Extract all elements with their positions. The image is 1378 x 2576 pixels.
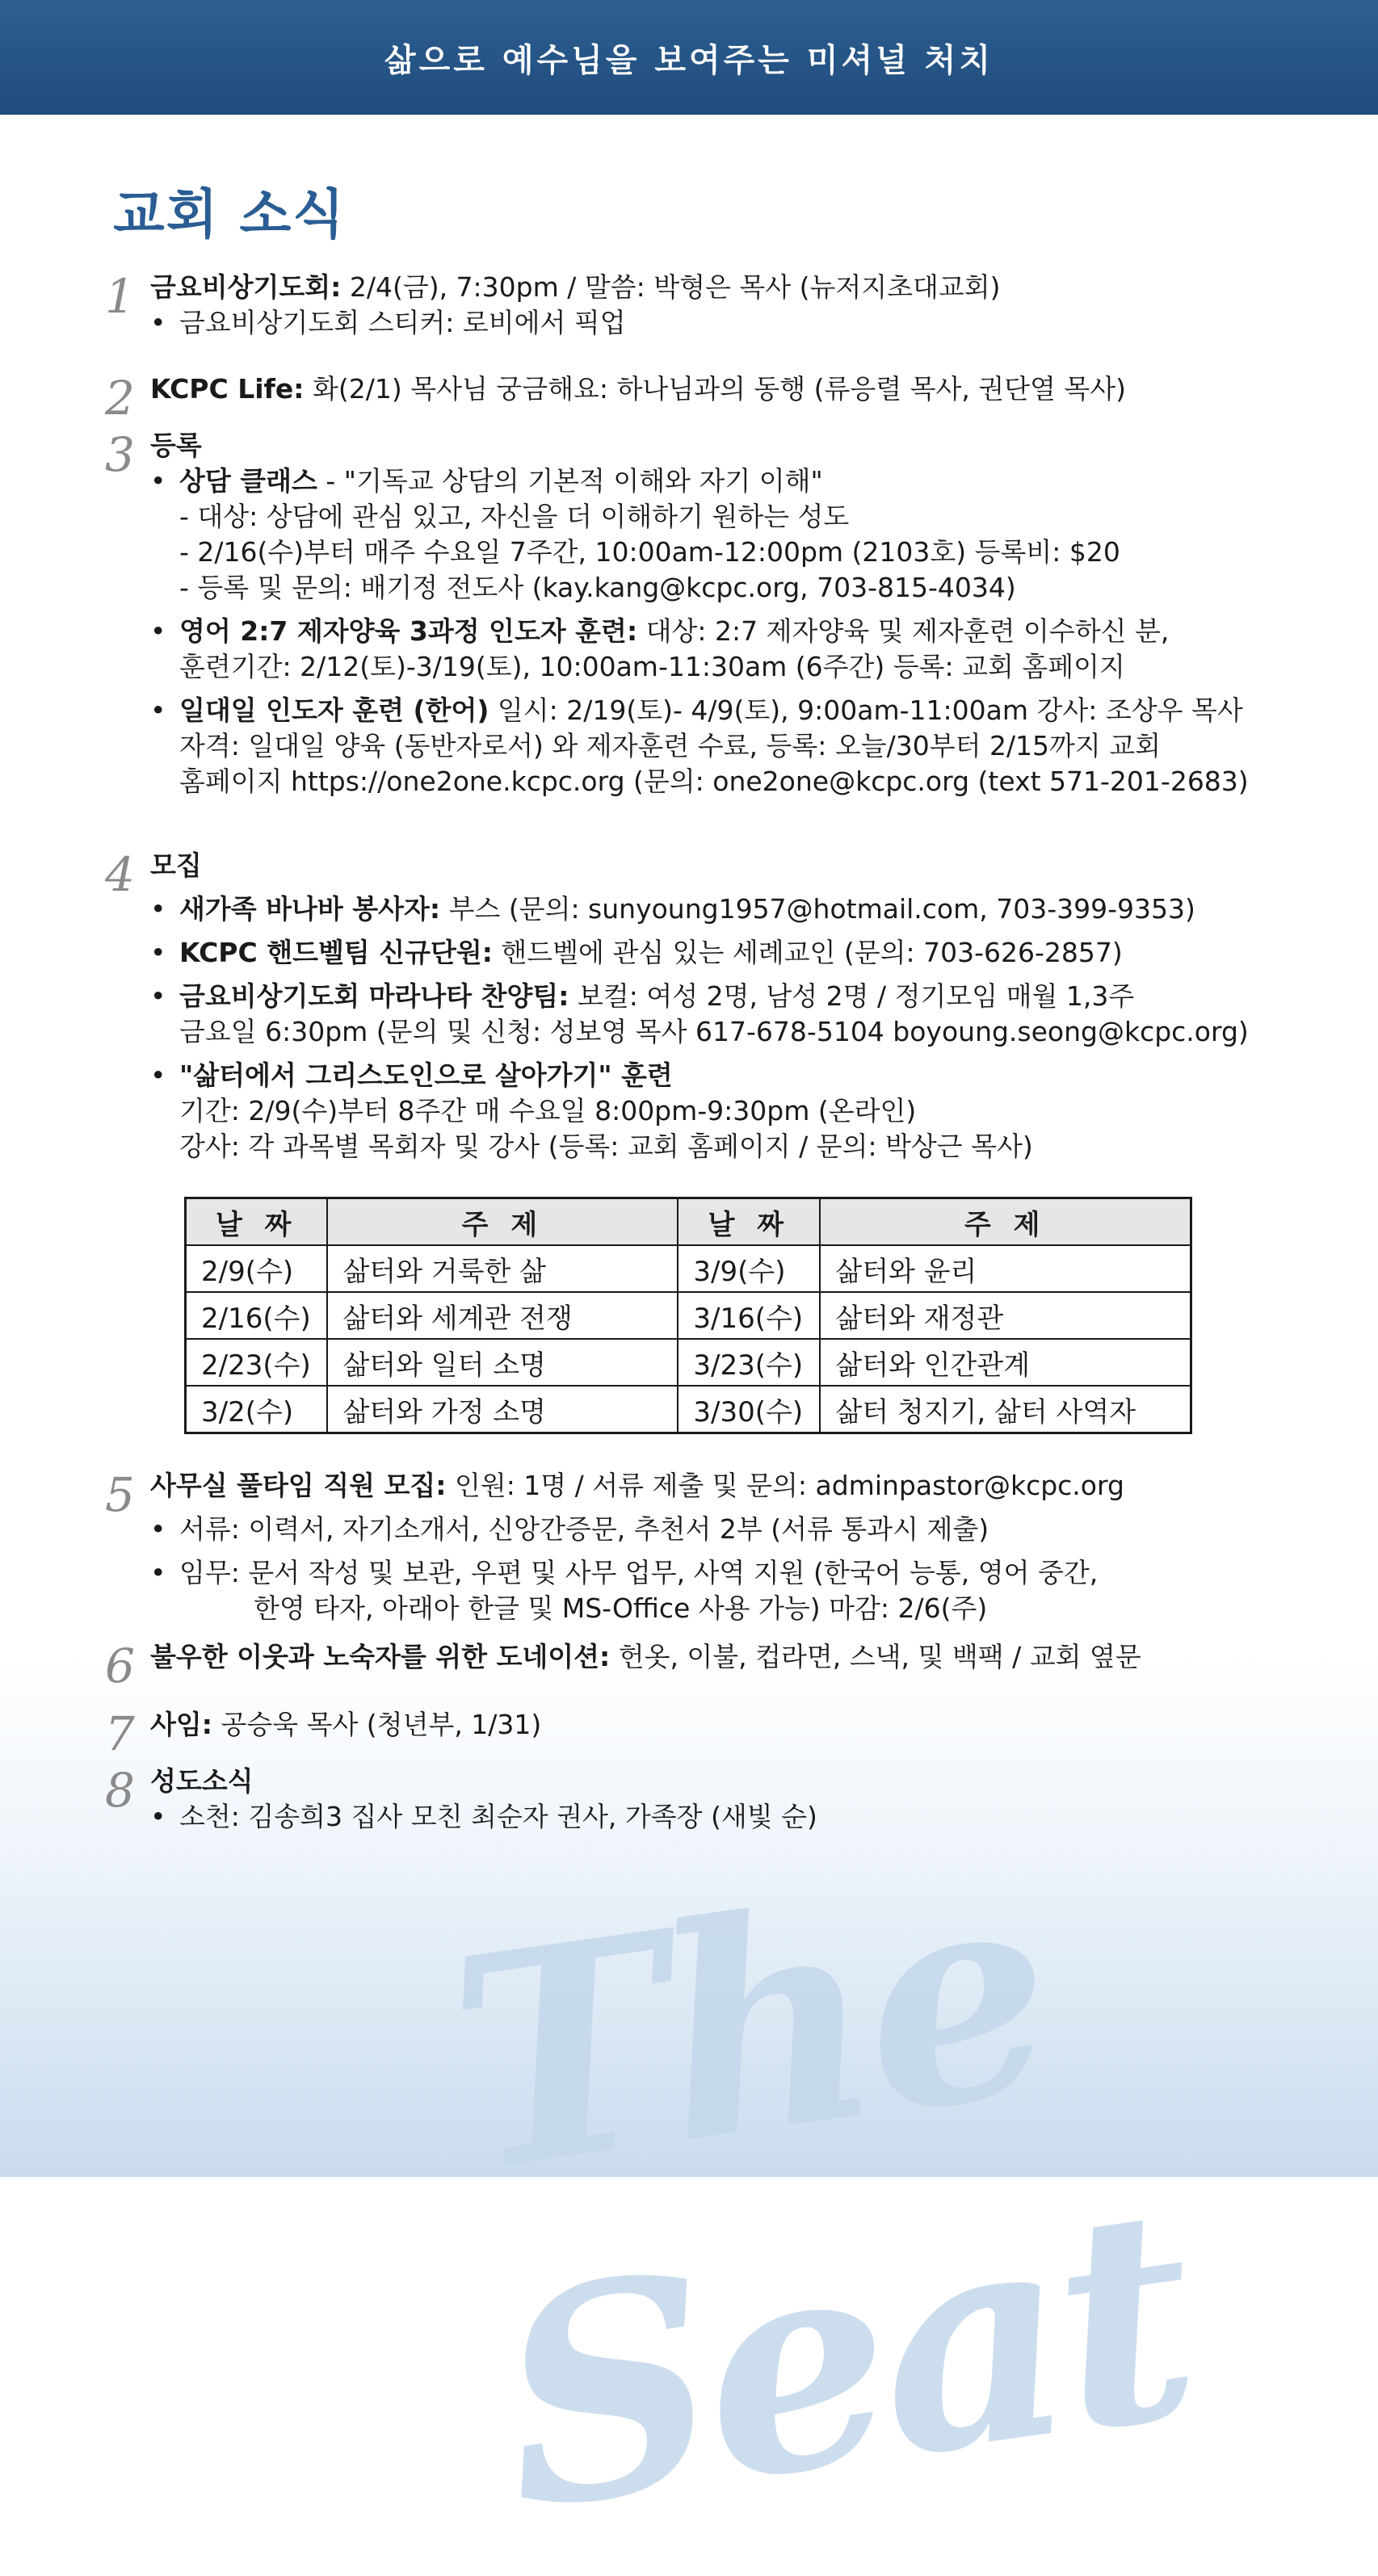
date-cell: 2/23(수) [186, 1339, 328, 1386]
bullet-item: • 서류: 이력서, 자기소개서, 신앙간증문, 추천서 2부 (서류 통과시 제출) [150, 1512, 1313, 1547]
table-row [186, 1292, 1191, 1339]
item-number: 7 [105, 1706, 135, 1761]
item-heading: 사무실 풀타임 직원 모집: [150, 1470, 447, 1501]
topic-cell: 삶터와 윤리 [820, 1245, 1191, 1292]
item-heading: 사임: [150, 1709, 212, 1740]
detail-line: 홈페이지 https://one2one.kcpc.org (문의: one2one@kcpc.org (text 571-201-2683) [179, 766, 1249, 797]
date-cell: 3/2(수) [186, 1386, 328, 1433]
table-row [186, 1339, 1191, 1386]
detail-line: 기간: 2/9(수)부터 8주간 매 수요일 8:00pm-9:30pm (온라인) [179, 1095, 917, 1126]
column-header-date: 날 짜 [678, 1198, 820, 1246]
topic-cell: 삶터와 가정 소명 [327, 1386, 678, 1433]
table-header-row [186, 1198, 1191, 1246]
item-heading: 모집 [150, 850, 202, 881]
bullet-item: • 임무: 문서 작성 및 보관, 우편 및 사무 업무, 사역 지원 (한국어 능통, 영어 중간, [150, 1555, 1313, 1591]
column-header-topic: 주 제 [820, 1198, 1191, 1246]
table-row [186, 1245, 1191, 1292]
date-cell: 3/23(수) [678, 1339, 820, 1386]
detail-line: 금요일 6:30pm (문의 및 신청: 성보영 목사 617-678-5104 boyoung.seong@kcpc.org) [179, 1016, 1249, 1047]
bullet-heading: 금요비상기도회 마라나타 찬양팀: [179, 980, 569, 1012]
bullet-heading: KCPC 핸드벨팀 신규단원: [179, 937, 493, 968]
detail-line: - 2/16(수)부터 매주 수요일 7주간, 10:00am-12:00pm (2103호) 등록비: $20 [179, 536, 1120, 568]
header-banner [0, 0, 1378, 115]
page-title: 교회 소식 [113, 183, 347, 245]
date-cell: 3/16(수) [678, 1292, 820, 1339]
topic-cell: 삶터와 일터 소명 [327, 1339, 678, 1386]
bullet-heading: 상담 클래스 [179, 465, 317, 497]
item-text: 인원: 1명 / 서류 제출 및 문의: adminpastor@kcpc.org [446, 1470, 1124, 1501]
item-number: 6 [105, 1638, 135, 1693]
date-cell: 2/16(수) [186, 1292, 328, 1339]
bullet-text: 부스 (문의: sunyoung1957@hotmail.com, 703-399-9353) [440, 893, 1195, 925]
watermark-logo: The Seat [433, 1817, 1208, 2576]
table-row [186, 1386, 1191, 1433]
detail-line: 한영 타자, 아래아 한글 및 MS-Office 사용 가능) 마감: 2/6(주) [254, 1592, 988, 1624]
item-heading: 금요비상기도회: [150, 271, 342, 303]
column-header-topic: 주 제 [327, 1198, 678, 1246]
bullet-heading: 일대일 인도자 훈련 (한어) [179, 694, 489, 726]
topic-cell: 삶터 청지기, 삶터 사역자 [820, 1386, 1191, 1433]
bullet-text: 일시: 2/19(토)- 4/9(토), 9:00am-11:00am 강사: 조상우 목사 [489, 694, 1243, 726]
date-cell: 2/9(수) [186, 1245, 328, 1292]
item-number: 3 [105, 427, 135, 482]
detail-line: 자격: 일대일 양육 (동반자로서) 와 제자훈련 수료, 등록: 오늘/30부터 2/15까지 교회 [179, 730, 1162, 761]
item-number: 5 [105, 1467, 135, 1522]
item-number: 4 [105, 847, 135, 902]
bullet-item: • 금요비상기도회 스티커: 로비에서 픽업 [150, 305, 1313, 341]
bullet-text: 보컬: 여성 2명, 남성 2명 / 정기모임 매월 1,3주 [569, 980, 1135, 1012]
date-cell: 3/9(수) [678, 1245, 820, 1292]
bullet-item: • 소천: 김송희3 집사 모친 최순자 권사, 가족장 (새빛 순) [150, 1799, 1313, 1835]
detail-line: 훈련기간: 2/12(토)-3/19(토), 10:00am-11:30am (6주간) 등록: 교회 홈페이지 [179, 651, 1125, 682]
bullet-text: - "기독교 상담의 기본적 이해와 자기 이해" [317, 465, 823, 497]
item-heading: KCPC Life: [150, 373, 305, 405]
topic-cell: 삶터와 세계관 전쟁 [327, 1292, 678, 1339]
item-text: 2/4(금), 7:30pm / 말씀: 박형은 목사 (뉴저지초대교회) [341, 271, 1001, 303]
banner-text: 삶으로 예수님을 보여주는 미셔널 처치 [384, 41, 994, 79]
training-schedule-table [184, 1197, 1192, 1434]
topic-cell: 삶터와 거룩한 삶 [327, 1245, 678, 1292]
bullet-text: 대상: 2:7 제자양육 및 제자훈련 이수하신 분, [637, 615, 1170, 647]
topic-cell: 삶터와 재정관 [820, 1292, 1191, 1339]
item-heading: 성도소식 [150, 1765, 254, 1797]
detail-line: 강사: 각 과목별 목회자 및 강사 (등록: 교회 홈페이지 / 문의: 박상근 목사) [179, 1131, 1033, 1162]
detail-line: - 대상: 상담에 관심 있고, 자신을 더 이해하기 원하는 성도 [179, 501, 850, 532]
item-heading: 등록 [150, 430, 202, 461]
item-text: 공승욱 목사 (청년부, 1/31) [212, 1709, 542, 1740]
bullet-heading: 새가족 바나바 봉사자: [179, 893, 441, 925]
item-text: 화(2/1) 목사님 궁금해요: 하나님과의 동행 (류응렬 목사, 권단열 목사) [304, 373, 1127, 405]
date-cell: 3/30(수) [678, 1386, 820, 1433]
item-number: 2 [105, 371, 135, 426]
bullet-heading: "삶터에서 그리스도인으로 살아가기" 훈련 [179, 1059, 673, 1091]
item-number: 8 [105, 1763, 135, 1818]
bullet-heading: 영어 2:7 제자양육 3과정 인도자 훈련: [179, 615, 638, 647]
item-text: 헌옷, 이불, 컵라면, 스낵, 및 백팩 / 교회 옆문 [610, 1641, 1141, 1672]
topic-cell: 삶터와 인간관계 [820, 1339, 1191, 1386]
item-heading: 불우한 이웃과 노숙자를 위한 도네이션: [150, 1641, 611, 1672]
bullet-text: 핸드벨에 관심 있는 세례교인 (문의: 703-626-2857) [492, 937, 1123, 968]
detail-line: - 등록 및 문의: 배기정 전도사 (kay.kang@kcpc.org, 703-815-4034) [179, 572, 1016, 603]
item-number: 1 [105, 269, 135, 324]
column-header-date: 날 짜 [186, 1198, 328, 1246]
